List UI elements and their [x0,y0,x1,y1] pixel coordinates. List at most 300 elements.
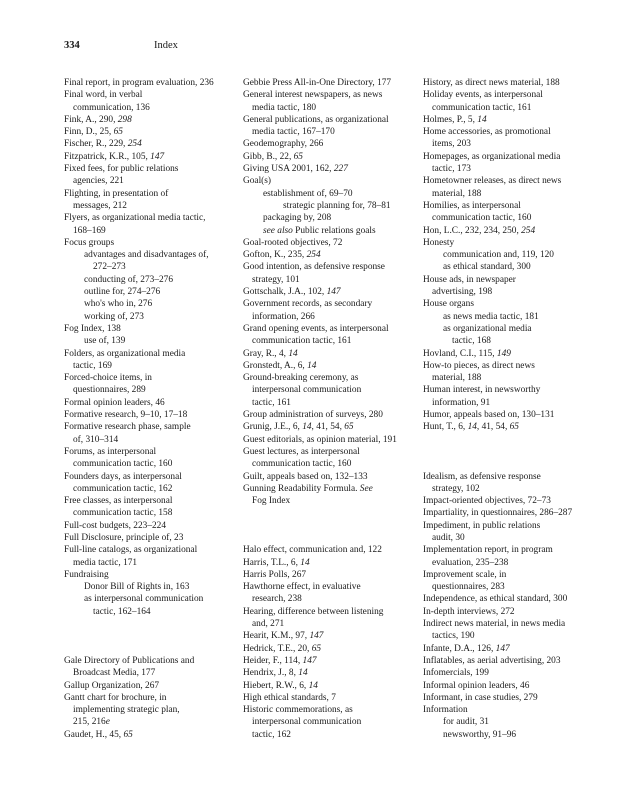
index-entry [243,421,417,433]
index-entry [64,138,238,150]
index-entry [423,655,619,667]
index-entry [243,569,417,581]
entry-italic-text: 14 [467,422,477,433]
entry-italic-text: 65 [311,643,322,654]
index-entry [423,200,619,212]
index-subentry [423,261,619,273]
entry-text: 215, 216 [73,717,106,728]
index-subentry [64,286,238,298]
index-subentry [64,593,238,605]
entry-text: How-to pieces, as direct news [423,360,535,371]
entry-italic-text: 254 [306,250,321,261]
entry-text: Fink, A., 290, [64,114,118,125]
index-entry [64,471,238,483]
index-entry [423,618,619,630]
entry-text: communication, 136 [73,102,150,113]
entry-text: audit, 30 [432,532,465,543]
entry-text: Formative research, 9–10, 17–18 [64,410,188,421]
entry-text: Full Disclosure, principle of, 23 [64,532,184,543]
entry-text: Fixed fees, for public relations [64,164,179,175]
index-entry [243,89,417,101]
entry-text: newsworthy, 91–96 [443,729,517,740]
index-subentry [423,729,619,741]
index-entry [423,225,619,237]
entry-italic-text: 65 [123,729,133,740]
index-entry [423,384,619,396]
entry-text: implementing strategic plan, [73,705,180,716]
entry-text: Hiebert, R.W., 6, [243,680,309,691]
index-subentry [243,200,417,212]
entry-text: communication tactic, 161 [432,102,532,113]
entry-text: General interest newspapers, as news [243,90,383,101]
index-entry [64,397,238,409]
index-entry [423,126,619,138]
entry-text: Geodemography, 266 [243,139,324,150]
entry-text: Hovland, C.I., 115, [423,348,497,359]
index-entry [64,655,238,667]
index-entry [64,212,238,224]
letter-gap [64,630,238,642]
index-subentry [243,225,417,237]
entry-text: who's who in, 276 [84,299,153,310]
entry-text: History, as direct news material, 188 [423,78,560,88]
entry-text: tactic, 162 [252,729,291,740]
entry-text: Ground-breaking ceremony, as [243,373,359,384]
entry-text: tactics, 190 [432,631,475,642]
index-entry [64,114,238,126]
entry-text: material, 188 [432,188,482,199]
entry-text: media tactic, 171 [73,557,138,568]
index-subentry [243,335,417,347]
index-subentry [243,311,417,323]
index-entry [423,360,619,372]
index-entry [243,581,417,593]
index-subentry [64,249,238,261]
entry-text: evaluation, 235–238 [432,557,509,568]
index-entry [243,298,417,310]
entry-text: Hearit, K.M., 97, [243,631,310,642]
entry-text: Holiday events, as interpersonal [423,90,543,101]
entry-text: Harris, T.L., 6, [243,557,301,568]
entry-italic-text: e [105,717,110,728]
index-entry [243,643,417,655]
entry-italic-text: 14 [288,348,298,359]
index-entry [423,409,619,421]
entry-text: Government records, as secondary [243,299,373,310]
letter-gap [243,520,417,532]
entry-text: Grand opening events, as interpersonal [243,323,389,334]
index-subentry [64,606,238,618]
index-subentry [243,495,417,507]
entry-text: Flyers, as organizational media tactic, [64,213,206,224]
entry-text: strategic planning for, 78–81 [283,200,391,211]
index-entry [423,544,619,556]
index-entry [243,372,417,384]
index-entry [64,544,238,556]
entry-text: Homilies, as interpersonal [423,200,521,211]
index-entry [64,151,238,163]
entry-text: as organizational media [443,323,532,334]
index-entry [243,544,417,556]
entry-text: Homepages, as organizational media [423,151,561,162]
index-entry [423,643,619,655]
index-subentry [423,557,619,569]
entry-italic-text: 65 [344,422,354,433]
entry-text: Guest lectures, as interpersonal [243,446,360,457]
entry-text: packaging by, 208 [263,213,332,224]
index-subentry [243,593,417,605]
entry-text: Gofton, K., 235, [243,250,307,261]
entry-text: Humor, appeals based on, 130–131 [423,410,555,421]
index-entry [423,507,619,519]
entry-text: Gaudet, H., 45, [64,729,124,740]
entry-text: Heider, F., 114, [243,655,303,666]
index-subentry [243,458,417,470]
entry-text: Harris Polls, 267 [243,569,307,580]
index-entry [423,274,619,286]
index-entry [243,606,417,618]
index-entry [64,729,238,741]
entry-italic-text: see also [263,225,293,236]
index-entry [423,237,619,249]
entry-text: Folders, as organizational media [64,348,186,359]
entry-text: Formal opinion leaders, 46 [64,397,165,408]
entry-text: House organs [423,299,474,310]
entry-text: General publications, as organizational [243,114,389,125]
index-subentry [423,102,619,114]
entry-text: High ethical standards, 7 [243,692,336,703]
index-entry [64,421,238,433]
entry-text: Hearing, difference between listening [243,606,384,617]
index-subentry [64,225,238,237]
index-entry [243,360,417,372]
index-entry [243,471,417,483]
index-entry [64,237,238,249]
entry-text: Gale Directory of Publications and [64,655,195,666]
index-subentry [423,311,619,323]
entry-text: outline for, 274–276 [84,287,161,298]
entry-text: Gronstedt, A., 6, [243,360,308,371]
entry-text: Fundraising [64,569,109,580]
index-subentry [423,372,619,384]
entry-italic-text: 254 [127,139,142,150]
entry-text: communication tactic, 162 [73,483,173,494]
index-subentry [243,384,417,396]
entry-text: as ethical standard, 300 [443,262,531,273]
entry-text: messages, 212 [73,200,127,211]
entry-text: Forced-choice items, in [64,373,152,384]
index-entry [243,483,417,495]
index-entry [64,520,238,532]
entry-text: communication and, 119, 120 [443,250,554,261]
entry-text: communication tactic, 160 [73,459,173,470]
index-entry [64,188,238,200]
index-entry [243,237,417,249]
index-entry [64,692,238,704]
index-subentry [423,323,619,335]
entry-text: Gebbie Press All-in-One Directory, 177 [243,78,392,88]
index-subentry [64,360,238,372]
entry-text: Idealism, as defensive response [423,471,541,482]
index-subentry [64,507,238,519]
entry-text: communication tactic, 161 [252,336,352,347]
entry-text: Final word, in verbal [64,90,143,101]
index-entry [243,323,417,335]
entry-text: questionnaires, 283 [432,582,505,593]
running-header [64,40,623,56]
index-subentry [243,126,417,138]
index-subentry [64,175,238,187]
index-subentry [423,397,619,409]
entry-italic-text: 147 [150,151,165,162]
entry-text: 272–273 [93,262,126,273]
entry-text: Hedrick, T.E., 20, [243,643,312,654]
entry-text: material, 188 [432,373,482,384]
index-entry [243,77,417,89]
index-subentry [64,274,238,286]
entry-text: Gottschalk, J.A., 102, [243,287,327,298]
page-number: 334 [64,40,80,51]
entry-text: establishment of, 69–70 [263,188,353,199]
entry-text: tactic, 168 [452,336,491,347]
entry-text: 168–169 [73,225,106,236]
entry-text: Full-line catalogs, as organizational [64,545,198,556]
index-entry [64,569,238,581]
entry-text: Forums, as interpersonal [64,446,157,457]
index-entry [64,348,238,360]
index-subentry [423,138,619,150]
index-entry [423,667,619,679]
index-entry [64,446,238,458]
entry-text: strategy, 101 [252,274,300,285]
index-subentry [64,557,238,569]
index-subentry [423,581,619,593]
entry-text: Infomercials, 199 [423,668,489,679]
index-entry [423,151,619,163]
index-entry [423,593,619,605]
entry-text: questionnaires, 289 [73,385,146,396]
index-entry [243,175,417,187]
entry-text: Goal(s) [243,176,272,187]
index-subentry [64,704,238,716]
entry-text: as news media tactic, 181 [443,311,539,322]
index-entry [243,667,417,679]
entry-text: Impartiality, in questionnaires, 286–287 [423,508,573,519]
index-entry [423,680,619,692]
entry-italic-text: 147 [326,287,341,298]
entry-text: Gibb, B., 22, [243,151,294,162]
entry-italic-text: 254 [521,225,536,236]
entry-text: Infante, D.A., 126, [423,643,496,654]
entry-text: Good intention, as defensive response [243,262,385,273]
entry-text: Home accessories, as promotional [423,127,551,138]
entry-text: and, 271 [252,619,285,630]
entry-italic-text: See [359,483,373,494]
entry-text: Impediment, in public relations [423,520,541,531]
index-entry [64,163,238,175]
index-entry [423,606,619,618]
entry-text: communication tactic, 158 [73,508,173,519]
entry-text: information, 91 [432,397,491,408]
index-entry [64,372,238,384]
entry-italic-text: 14 [308,680,318,691]
entry-text: conducting of, 273–276 [84,274,174,285]
entry-text: tactic, 162–164 [93,606,151,617]
entry-italic-text: 298 [117,114,132,125]
index-entry [243,409,417,421]
index-entry [423,692,619,704]
index-column-2 [243,77,417,741]
index-subentry [423,286,619,298]
index-entry [423,298,619,310]
entry-text: Finn, D., 25, [64,127,114,138]
index-subentry [64,335,238,347]
letter-gap [243,507,417,519]
entry-text: tactic, 161 [252,397,291,408]
index-entry [423,89,619,101]
letter-gap [423,434,619,446]
index-entry [423,520,619,532]
entry-text: Information [423,705,468,716]
entry-text: Hon, L.C., 232, 234, 250, [423,225,522,236]
index-entry [64,409,238,421]
entry-italic-text: 227 [333,164,348,175]
entry-text: media tactic, 180 [252,102,317,113]
letter-gap [64,643,238,655]
entry-italic-text: 147 [495,643,510,654]
entry-text: Implementation report, in program [423,545,553,556]
entry-text: advertising, 198 [432,287,493,298]
index-subentry [423,483,619,495]
entry-italic-text: 14 [307,360,317,371]
entry-text: Hunt, T., 6, [423,422,468,433]
entry-text: as interpersonal communication [84,594,204,605]
index-entry [243,557,417,569]
entry-text: Fog Index, 138 [64,323,121,334]
index-subentry [423,335,619,347]
entry-text: Fog Index [252,496,291,507]
entry-text: tactic, 169 [73,360,112,371]
entry-text: In-depth interviews, 272 [423,606,515,617]
index-subentry [423,249,619,261]
index-subentry [423,630,619,642]
index-column-1 [64,77,238,741]
entry-italic-text: 149 [496,348,511,359]
index-entry [243,163,417,175]
index-column-3 [423,77,619,741]
index-entry [243,286,417,298]
letter-gap [64,618,238,630]
entry-text: Gunning Readability Formula. [243,483,360,494]
index-subentry [423,716,619,728]
entry-text: Focus groups [64,237,115,248]
index-subentry [243,618,417,630]
entry-text: Founders days, as interpersonal [64,471,182,482]
entry-text: Goal-rooted objectives, 72 [243,237,343,248]
index-entry [243,114,417,126]
index-entry [243,446,417,458]
entry-text: Broadcast Media, 177 [73,668,156,679]
index-subentry [243,102,417,114]
entry-text: Informant, in case studies, 279 [423,692,538,703]
entry-text: Hometowner releases, as direct news [423,176,562,187]
entry-italic-text: 147 [309,631,324,642]
entry-text: Fischer, R., 229, [64,139,128,150]
index-subentry [243,212,417,224]
index-entry [243,680,417,692]
index-entry [423,114,619,126]
entry-text: Fitzpatrick, K.R., 105, [64,151,151,162]
entry-text: Gray, R., 4, [243,348,289,359]
entry-text: interpersonal communication [252,385,362,396]
index-entry [243,138,417,150]
entry-italic-text: 14 [298,668,308,679]
entry-text: Human interest, in newsworthy [423,385,541,396]
index-subentry [64,581,238,593]
entry-text: Final report, in program evaluation, 236 [64,78,214,88]
index-subentry [64,434,238,446]
index-entry [243,434,417,446]
entry-text: tactic, 173 [432,164,471,175]
index-entry [243,249,417,261]
entry-italic-text: 65 [293,151,303,162]
entry-text: Donor Bill of Rights in, 163 [84,582,190,593]
entry-text: agencies, 221 [73,176,124,187]
index-subentry [243,716,417,728]
index-entry [423,495,619,507]
entry-text: research, 238 [252,594,302,605]
letter-gap [423,458,619,470]
entry-text: Guest editorials, as opinion material, 191 [243,434,397,445]
entry-italic-text: 14 [300,557,310,568]
entry-text: Hawthorne effect, in evaluative [243,582,361,593]
index-entry [423,569,619,581]
entry-text: Independence, as ethical standard, 300 [423,594,568,605]
entry-text: Indirect news material, in news media [423,619,566,630]
entry-text: Inflatables, as aerial advertising, 203 [423,655,561,666]
entry-text: Guilt, appeals based on, 132–133 [243,471,368,482]
entry-italic-text: 65 [113,127,123,138]
entry-text: Public relations goals [292,225,376,236]
index-subentry [64,261,238,273]
index-entry [243,261,417,273]
index-entry [243,655,417,667]
index-subentry [64,716,238,728]
index-entry [243,692,417,704]
index-subentry [423,163,619,175]
entry-italic-text: 14 [477,114,487,125]
entry-text: Gantt chart for brochure, in [64,692,167,703]
entry-text: Improvement scale, in [423,569,507,580]
index-subentry [64,667,238,679]
index-entry [64,495,238,507]
entry-text: Halo effect, communication and, 122 [243,545,382,556]
entry-text: communication tactic, 160 [432,213,532,224]
entry-text: interpersonal communication [252,717,362,728]
index-subentry [423,212,619,224]
index-subentry [243,729,417,741]
entry-text: Group administration of surveys, 280 [243,410,383,421]
index-entry [243,151,417,163]
index-subentry [243,274,417,286]
index-entry [64,89,238,101]
entry-text: Flighting, in presentation of [64,188,169,199]
index-entry [243,630,417,642]
entry-text: strategy, 102 [432,483,480,494]
index-subentry [64,384,238,396]
index-entry [423,77,619,89]
index-subentry [243,188,417,200]
